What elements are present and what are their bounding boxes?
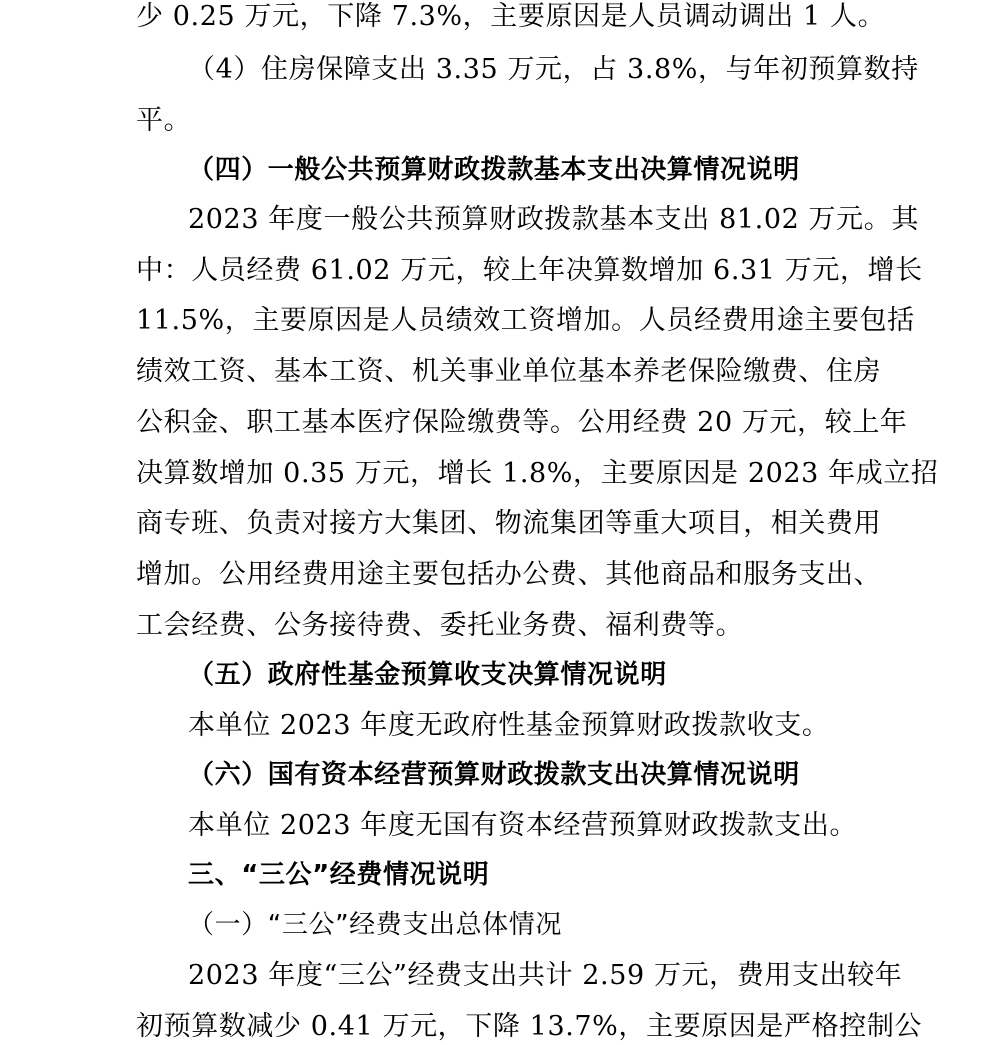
paragraph-line: 2023 年度“三公”经费支出共计 2.59 万元，费用支出较年: [188, 960, 903, 991]
paragraph-line: 决算数增加 0.35 万元，增长 1.8%，主要原因是 2023 年成立招: [136, 458, 939, 489]
paragraph-line: 增加。公用经费用途主要包括办公费、其他商品和服务支出、: [136, 559, 882, 590]
paragraph-line: 初预算数减少 0.41 万元，下降 13.7%，主要原因是严格控制公: [136, 1011, 923, 1042]
section-heading: 三、“三公”经费情况说明: [188, 860, 490, 890]
paragraph-line: （4）住房保障支出 3.35 万元，占 3.8%，与年初预算数持: [188, 54, 919, 85]
paragraph-line: 少 0.25 万元，下降 7.3%，主要原因是人员调动调出 1 人。: [136, 1, 886, 32]
paragraph-line: 本单位 2023 年度无国有资本经营预算财政拨款支出。: [188, 810, 858, 841]
paragraph-line: 公积金、职工基本医疗保险缴费等。公用经费 20 万元，较上年: [136, 407, 908, 438]
section-heading: （五）政府性基金预算收支决算情况说明: [188, 660, 667, 690]
section-heading: （四）一般公共预算财政拨款基本支出决算情况说明: [188, 155, 800, 185]
section-heading: （六）国有资本经营预算财政拨款支出决算情况说明: [188, 760, 800, 790]
paragraph-line: 绩效工资、基本工资、机关事业单位基本养老保险缴费、住房: [136, 356, 882, 387]
paragraph-line: 平。: [136, 105, 192, 136]
paragraph-line: 11.5%，主要原因是人员绩效工资增加。人员经费用途主要包括: [136, 305, 915, 336]
paragraph-line: 中：人员经费 61.02 万元，较上年决算数增加 6.31 万元，增长: [136, 255, 923, 286]
paragraph-line: 商专班、负责对接方大集团、物流集团等重大项目，相关费用: [136, 508, 882, 539]
paragraph-line: 工会经费、公务接待费、委托业务费、福利费等。: [136, 610, 744, 641]
paragraph-line: 2023 年度一般公共预算财政拨款基本支出 81.02 万元。其: [188, 204, 919, 235]
paragraph-line: 本单位 2023 年度无政府性基金预算财政拨款收支。: [188, 710, 830, 741]
subsection-heading: （一）“三公”经费支出总体情况: [188, 910, 562, 940]
